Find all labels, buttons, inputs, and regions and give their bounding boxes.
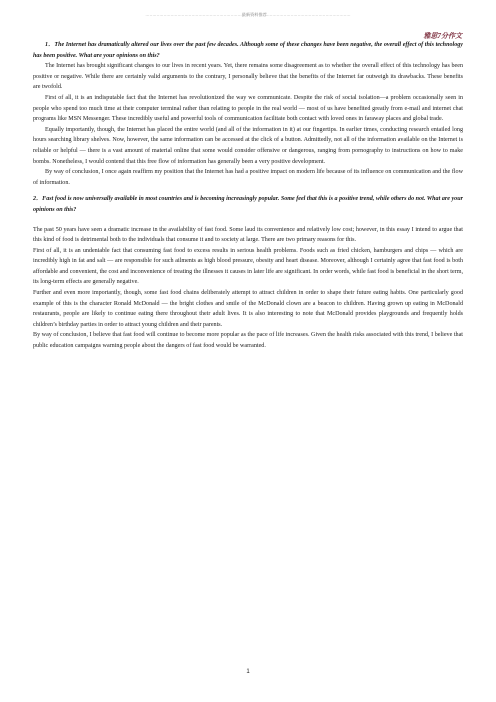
essay-2-paragraph: By way of conclusion, I believe that fast food will continue to become more popular as the pace of life increases. Given the health risks associated with this trend, I believe that public education campaigns warning people about the dangers of fast food would be warranted. bbox=[33, 332, 463, 350]
essay-2-paragraph: The past 50 years have seen a dramatic increase in the availability of fast food. Some laud its convenience and relatively low cost; however, in this essay I intend to argue that this kind of food is detrimental both to the individuals that consume it and to society at large. There are two primary reasons for this. bbox=[33, 226, 463, 244]
essay-1-paragraph: Equally importantly, though, the Internet has placed the entire world (and all of the information in it) at our fingertips. In earlier times, conducting research entailed long hours searching library shelves. Now, however, the same information can be accessed at the click of a button. Admittedly, not all of the information available on the Internet is reliable or helpful — there is a vast amount of material online that some would consider offensive or dangerous, ranging from pornography to instructions on how to make bombs. Nonetheless, I would contend that this free flow of information has generally been a very positive development. bbox=[33, 126, 463, 165]
essay-2-paragraph: First of all, it is an undeniable fact that consuming fast food to excess results in serious health problems. Foods such as fried chicken, hamburgers and chips — which are incredibly high in fat and salt — are responsible for such ailments as high blood pressure, obesity and heart disease. Moreover, although I certainly agree that fast food is both affordable and convenient, the cost and inconvenience of treating the illnesses it causes in later life are significant. In order words, while fast food is beneficial in the short term, its long-term effects are generally negative. bbox=[33, 247, 463, 286]
essay-2-paragraph: Further and even more importantly, though, some fast food chains deliberately attempt to attract children in order to shape their future eating habits. One particularly good example of this is the character Ronald McDonald — the bright clothes and smile of the McDonald clown are a beacon to children. Having grown up eating in McDonald restaurants, people are likely to continue eating there throughout their adult lives. It is also interesting to note that McDonald provides playgrounds and frequently holds children’s birthday parties in order to attract young children and their parents. bbox=[33, 290, 463, 328]
essay-2-question: 2．Fast food is now universally available in most countries and is becoming increasingly popular. Some feel that this is a positive trend, while others do not. What are your opinions on this? bbox=[33, 196, 463, 213]
document-body bbox=[33, 40, 463, 352]
page-header-banner: ……………………………………………………………最新资料推荐…………………………………………………… bbox=[145, 12, 351, 17]
document-title: 雅思7分作文 bbox=[423, 32, 462, 40]
essay-1-paragraph: First of all, it is an indisputable fact that the Internet has revolutionized the way we communicate. Despite the risk of social isolation—a problem occasionally seen in people who spend too much time at their computer terminal rather than relating to people in the real world — most of us have benefited greatly from e-mail and internet chat programs like MSN Messenger. These incredibly useful and powerful tools of communication facilitate both contact with loved ones in faraway places and global trade. bbox=[33, 94, 463, 123]
page-number: 1 bbox=[246, 669, 250, 675]
essay-1-paragraph: By way of conclusion, I once again reaffirm my position that the Internet has had a positive impact on modern life because of its influence on communication and the flow of information. bbox=[33, 169, 463, 186]
essay-1-question: 1．The Internet has dramatically altered our lives over the past few decades. Although some of these changes have been negative, the overall effect of this technology has been positive. What are your opinions on this? bbox=[33, 42, 463, 59]
essay-1-paragraph: The Internet has brought significant changes to our lives in recent years. Yet, there remains some disagreement as to whether the overall effect of this technology has been positive or negative. While there are certainly valid arguments to the contrary, I personally believe that the benefits of the Internet far outweigh its drawbacks. These benefits are twofold. bbox=[33, 63, 463, 91]
